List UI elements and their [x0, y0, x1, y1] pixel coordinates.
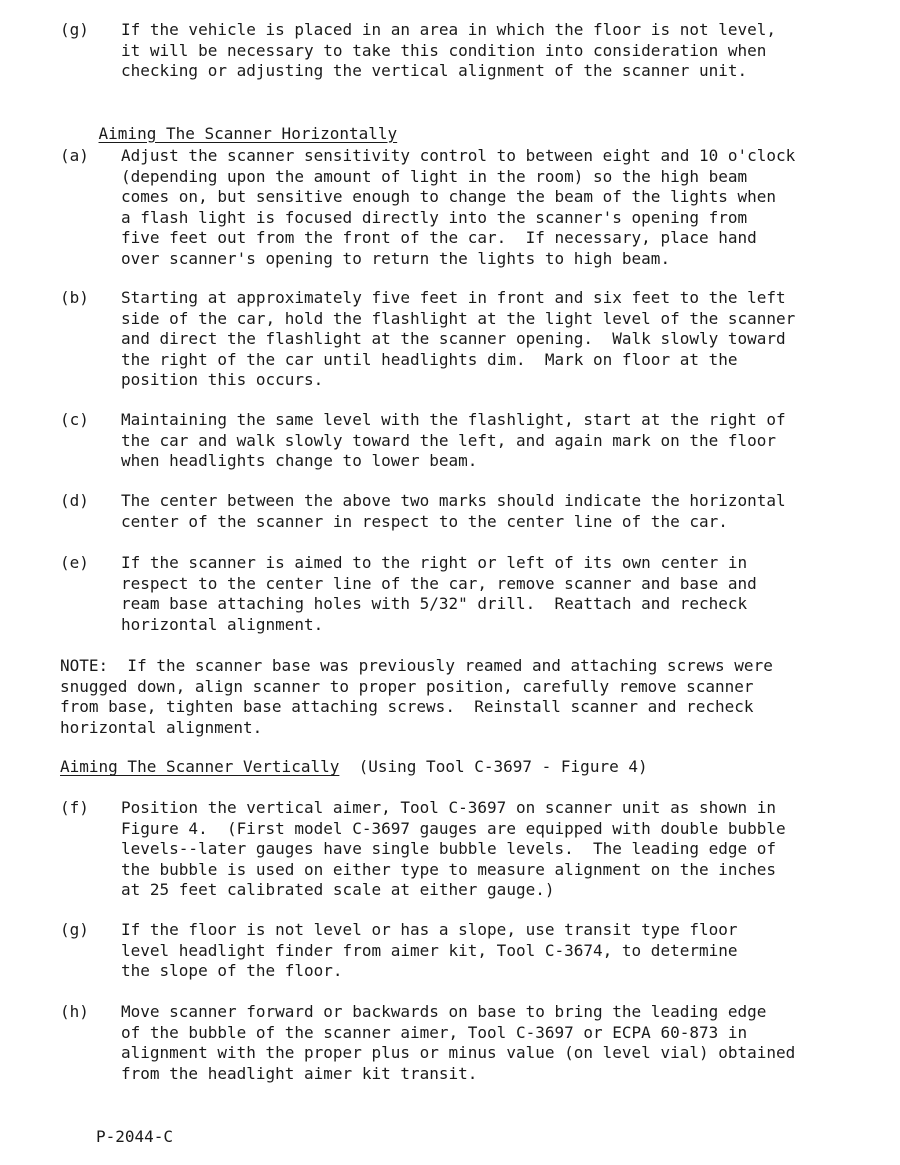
step-text: Move scanner forward or backwards on base to bring the leading edge of the bubble of the scanner aimer, Tool C-3697 or ECPA 60-873 in alignment with the proper plus or minus value (on level vial) obtained from the headlight aimer kit transit. [121, 1002, 796, 1083]
step-text: Adjust the scanner sensitivity control to between eight and 10 o'clock (depending upon the amount of light in the room) so the high beam comes on, but sensitive enough to change the beam of the lights when a flash light is focused directly into the scanner's opening from five feet out from the front of the car. If necessary, place hand over scanner's opening to return the lights to high beam. [121, 146, 796, 268]
step-label: (e) [60, 553, 89, 572]
step-e [60, 553, 860, 635]
step-text: Maintaining the same level with the flashlight, start at the right of the car and walk slowly toward the left, and again mark on the floor when headlights change to lower beam. [121, 410, 786, 470]
step-text: If the vehicle is placed in an area in which the floor is not level, it will be necessary to take this condition into consideration when checking or adjusting the vertical alignment of the scanner unit. [121, 20, 777, 80]
step-label: (b) [60, 288, 89, 307]
step-text: The center between the above two marks should indicate the horizontal center of the scanner in respect to the center line of the car. [121, 491, 786, 531]
step-label: (d) [60, 491, 89, 510]
step-label: (c) [60, 410, 89, 429]
step-label: (a) [60, 146, 89, 165]
step-text: Position the vertical aimer, Tool C-3697 on scanner unit as shown in Figure 4. (First model C-3697 gauges are equipped with double bubble levels--later gauges have single bubble levels. The leading edge of the bubble is used on either type to measure alignment on the inches at 25 feet calibrated scale at either gauge.) [121, 798, 786, 899]
step-label: (g) [60, 20, 89, 39]
step-c [60, 410, 860, 472]
step-b [60, 288, 860, 391]
note-paragraph: NOTE: If the scanner base was previously reamed and attaching screws were snugged down, align scanner to proper position, carefully remove scanner from base, tighten base attaching screws. Reinstall scanner and recheck horizontal alignment. [60, 656, 773, 737]
step-text: If the floor is not level or has a slope, use transit type floor level headlight finder from aimer kit, Tool C-3674, to determine the slope of the floor. [121, 920, 738, 980]
heading-suffix: (Using Tool C-3697 - Figure 4) [339, 757, 648, 776]
step-g-level-floor [60, 20, 860, 82]
step-text: Starting at approximately five feet in front and six feet to the left side of the car, hold the flashlight at the light level of the scanner and direct the flashlight at the scanner opening. Walk slowly toward the right of the car until headlights dim. Mark on floor at the position this occurs. [121, 288, 796, 389]
heading-text: Aiming The Scanner Vertically [60, 757, 340, 776]
step-g-slope [60, 920, 860, 982]
heading-text: Aiming The Scanner Horizontally [98, 123, 398, 143]
step-a [60, 146, 860, 269]
step-label: (f) [60, 798, 89, 817]
step-label: (g) [60, 920, 89, 939]
page-code: P-2044-C [96, 1127, 174, 1146]
step-d [60, 491, 860, 532]
step-h [60, 1002, 860, 1084]
step-text: If the scanner is aimed to the right or left of its own center in respect to the center line of the car, remove scanner and base and ream base attaching holes with 5/32" drill. Reattach and recheck horizontal alignment. [121, 553, 757, 634]
section-heading-vertical [60, 757, 648, 778]
step-label: (h) [60, 1002, 89, 1021]
step-f [60, 798, 860, 901]
